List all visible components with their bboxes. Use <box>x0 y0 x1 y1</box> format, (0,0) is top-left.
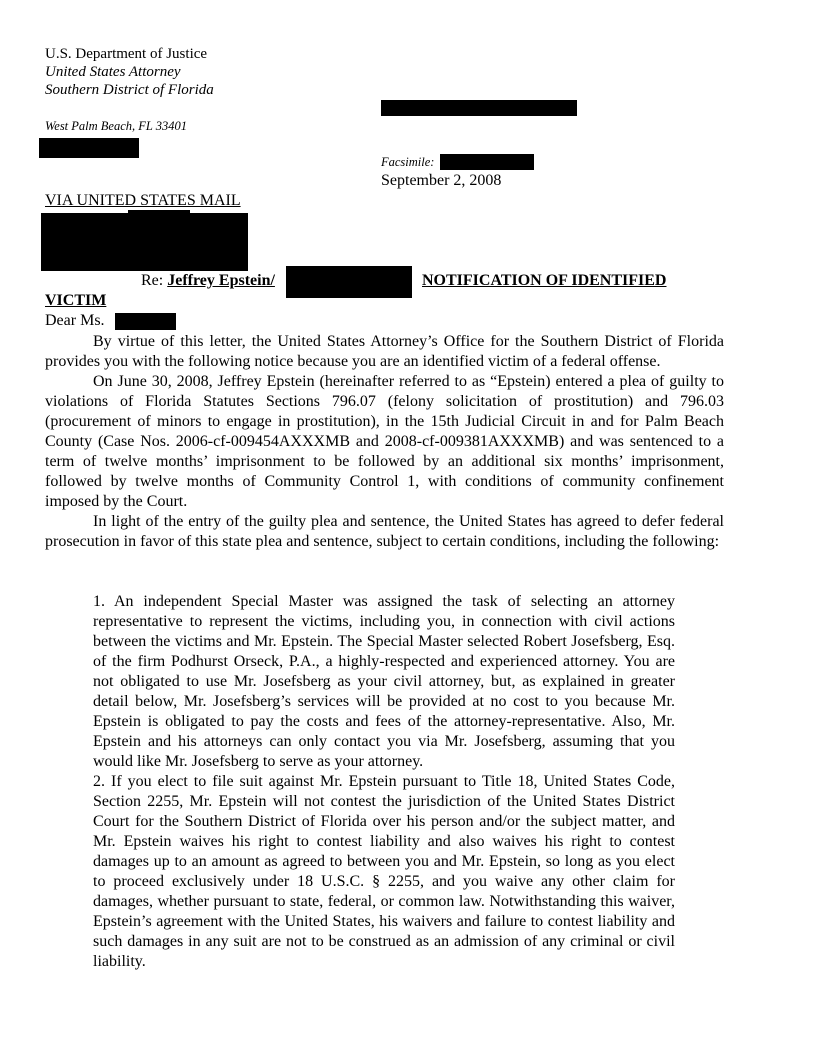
office-name: United States Attorney <box>45 64 181 80</box>
conditions-list <box>93 592 675 972</box>
redaction-block <box>115 313 176 330</box>
redaction-block <box>381 100 577 116</box>
letterhead <box>45 45 214 99</box>
paragraph-plea: On June 30, 2008, Jeffrey Epstein (hereinafter referred to as “Epstein) entered a plea of guilty to violations of Florida Statutes Sections 796.07 (felony solicitation of prostitution) and 796.03 (procurement of minors to engage in prostitution), in the 15th Judicial Circuit in and for Palm Beach County (Case Nos. 2006-cf-009454AXXXMB and 2008-cf-009381AXXXMB) and was sentenced to a term of twelve months’ imprisonment to be followed by an additional six months’ imprisonment, followed by twelve months of Community Control 1, with conditions of community confinement imposed by the Court. <box>45 373 724 510</box>
re-subject-title: NOTIFICATION OF IDENTIFIED <box>422 272 667 289</box>
redaction-block <box>286 266 412 298</box>
condition-item: 2. If you elect to file suit against Mr. Epstein pursuant to Title 18, United States Code, Section 2255, Mr. Epstein will not contest the jurisdiction of the United States District Court for the Southern District of Florida over his person and/or the subject matter, and Mr. Epstein waives his right to contest liability and also waives his right to contest damages up to an amount as agreed to between you and Mr. Epstein, so long as you elect to proceed exclusively under 18 U.S.C. § 2255, and you waive any other claim for damages, whether pursuant to state, federal, or common law. Notwithstanding this waiver, Epstein’s agreement with the United States, his waivers and failure to contest liability and such damages in any suit are not to be construed as an admission of any criminal or civil liability. <box>93 773 675 970</box>
condition-item: 1. An independent Special Master was assigned the task of selecting an attorney representative to represent the victims, including you, in connection with civil actions between the victims and Mr. Epstein. The Special Master selected Robert Josefsberg, Esq. of the firm Podhurst Orseck, P.A., a highly-respected and experienced attorney. You are not obligated to use Mr. Josefsberg as your civil attorney, but, as explained in greater detail below, Mr. Josefsberg’s services will be provided at no cost to you because Mr. Epstein is obligated to pay the costs and fees of the attorney-representative. Also, Mr. Epstein and his attorneys can only contact you via Mr. Josefsberg, assuming that you would like Mr. Josefsberg to serve as your attorney. <box>93 593 675 770</box>
salutation-text: Dear Ms. <box>45 312 105 329</box>
letter-date: September 2, 2008 <box>381 172 502 189</box>
facsimile-label: Facsimile: <box>381 155 435 169</box>
department-name: U.S. Department of Justice <box>45 46 208 62</box>
redaction-block <box>41 213 248 271</box>
paragraph-deferral: In light of the entry of the guilty plea and sentence, the United States has agreed to defer federal prosecution in favor of this state plea and sentence, subject to certain conditions, including the following: <box>45 513 724 550</box>
re-subject-name: Jeffrey Epstein/ <box>167 272 275 289</box>
letter-body <box>45 332 724 552</box>
redaction-block <box>440 154 534 170</box>
re-subject-title-cont: VICTIM <box>45 292 107 309</box>
re-prefix: Re: <box>141 272 164 289</box>
paragraph-notice: By virtue of this letter, the United States Attorney’s Office for the Southern District of Florida provides you with the following notice because you are an identified victim of a federal offense. <box>45 333 724 370</box>
delivery-method: VIA UNITED STATES MAIL <box>45 192 241 209</box>
district-name: Southern District of Florida <box>45 82 214 98</box>
redaction-block <box>39 138 139 158</box>
office-location: West Palm Beach, FL 33401 <box>45 119 188 133</box>
re-line <box>141 272 275 290</box>
